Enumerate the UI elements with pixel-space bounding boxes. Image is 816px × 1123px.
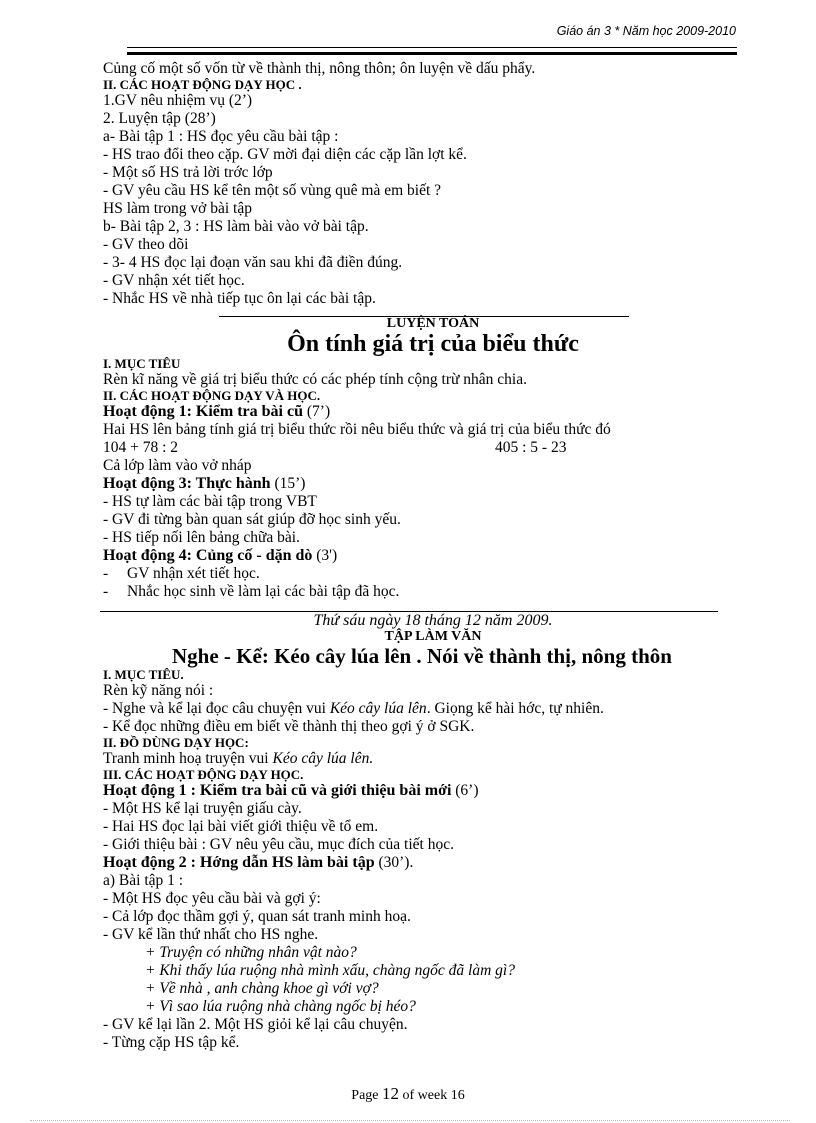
text-line: - HS tự làm các bài tập trong VBT — [103, 493, 317, 510]
activity-time: (15’) — [274, 475, 306, 492]
lesson-title: Nghe - Kể: Kéo cây lúa lên . Nói về thành thị, nông thôn — [172, 644, 672, 668]
text-line: GV nhận xét tiết học. — [127, 565, 260, 582]
text-line: a) Bài tập 1 : — [103, 872, 184, 889]
activity-time: (7’) — [306, 403, 331, 420]
subject-heading: TẬP LÀM VĂN — [384, 629, 482, 644]
section-heading: I. MỤC TIÊU — [103, 356, 181, 371]
expression-1: 104 + 78 : 2 — [103, 439, 179, 456]
text-line: - 3- 4 HS đọc lại đoạn văn sau khi đã điền đúng. — [103, 254, 403, 271]
text-line: 1.GV nêu nhiệm vụ (2’) — [103, 92, 253, 109]
text-line: - GV nhận xét tiết học. — [103, 272, 245, 289]
text-line: - Một HS kể lại truyện giấu cày. — [103, 800, 302, 817]
text-line: - GV đi từng bàn quan sát giúp đỡ học sinh yếu. — [103, 511, 401, 528]
text-line: - Nhắc HS về nhà tiếp tục ôn lại các bài tập. — [103, 290, 376, 307]
story-title: Kéo cây lúa lên. — [272, 750, 374, 767]
question-line: + Vì sao lúa ruộng nhà chàng ngốc bị héo? — [145, 998, 416, 1015]
activity-title: Hoạt động 1 : Kiểm tra bài cũ và giới thiệu bài mới — [103, 782, 452, 799]
text-line: - Kể đọc những điều em biết về thành thị theo gợi ý ở SGK. — [103, 718, 475, 735]
question-line: + Khi thấy lúa ruộng nhà mình xấu, chàng ngốc đã làm gì? — [145, 962, 515, 979]
date-line: Thứ sáu ngày 18 tháng 12 năm 2009. — [313, 612, 553, 629]
text-line: - HS trao đổi theo cặp. GV mời đại diện các cặp lần lợt kể. — [103, 146, 467, 163]
text-line: - Giới thiệu bài : GV nêu yêu cầu, mục đích của tiết học. — [103, 836, 454, 853]
text-line: 2. Luyện tập (28’) — [103, 110, 216, 127]
section-heading: III. CÁC HOẠT ĐỘNG DẠY HỌC. — [103, 767, 304, 782]
activity-time: (30’). — [378, 854, 414, 871]
goal-line: Rèn kĩ năng về giá trị biểu thức có các phép tính cộng trừ nhân chia. — [103, 371, 527, 388]
activity-time: (6’) — [455, 782, 479, 799]
text-line: - Cả lớp đọc thầm gợi ý, quan sát tranh minh hoạ. — [103, 908, 411, 925]
activity-title: Hoạt động 2 : Hớng dẫn HS làm bài tập — [103, 854, 375, 871]
intro-line: Củng cố một số vốn từ về thành thị, nông thôn; ôn luyện về dấu phẩy. — [103, 60, 536, 77]
text-line: - HS tiếp nối lên bảng chữa bài. — [103, 529, 300, 546]
subject-heading: LUYỆN TOÁN — [386, 316, 480, 331]
text-line: Rèn kỹ năng nói : — [103, 682, 214, 699]
page-content: Củng cố một số vốn từ về thành thị, nông thôn; ôn luyện về dấu phẩy. II. CÁC HOẠT ĐỘNG DẠY HỌC . 1.GV nêu nhiệm vụ (2’) 2. Luyện tập (28’) a- Bài tập 1 : HS đọc yêu cầu bài tập : - HS trao đổi theo cặp. GV mời đại diện các cặp lần lợt kể. - Một số HS trả lời trớc lớp - GV yêu cầu HS kể tên một số vùng quê mà em biết ? HS làm trong vở bài tập b- Bài tập 2, 3 : HS làm bài vào vở bài tập. - GV theo dõi - 3- 4 HS đọc lại đoạn văn sau khi đã điền đúng. - GV nhận xét tiết học. - Nhắc HS về nhà tiếp tục ôn lại các bài tập. LUYỆN TOÁN Ôn tính giá trị của biểu thức I. MỤC TIÊU Rèn kĩ năng về giá trị biểu thức có các phép tính cộng trừ nhân chia. II. CÁC HOẠT ĐỘNG DẠY VÀ HỌC. Hoạt động 1: Kiểm tra bài cũ (7’) Hai HS lên bảng tính giá trị biểu thức rồi nêu biểu thức và giá trị của biểu thức đó 104 + 78 : 2 405 : 5 - 23 Cả lớp làm vào vở nháp Hoạt động 3: Thực hành (15’) - HS tự làm các bài tập trong VBT - GV đi từng bàn quan sát giúp đỡ học sinh yếu. - HS tiếp nối lên bảng chữa bài. Hoạt động 4: Củng cố - dặn dò (3') - GV nhận xét tiết học. - Nhắc học sinh về làm lại các bài tập đã học. Thứ sáu ngày 18 tháng 12 năm 2009. TẬP LÀM VĂN Nghe - Kể: Kéo cây lúa lên . Nói về thành thị, nông thôn I. MỤC TIÊU. Rèn kỹ năng nói : - Nghe và kể lại đọc câu chuyện vui Kéo cây lúa lên. Giọng kể hài hớc, tự nhiên. - Kể đọc những điều em biết về thành thị theo gợi ý ở SGK. II. ĐỒ DÙNG DẠY HỌC: Tranh minh hoạ truyện vui Kéo cây lúa lên. III. CÁC HOẠT ĐỘNG DẠY HỌC. Hoạt động 1 : Kiểm tra bài cũ và giới thiệu bài mới (6’) - Một HS kể lại truyện giấu cày. - Hai HS đọc lại bài viết giới thiệu về tổ em. - Giới thiệu bài : GV nêu yêu cầu, mục đích của tiết học. Hoạt động 2 : Hớng dẫn HS làm bài tập (30’). a) Bài tập 1 : - Một HS đọc yêu cầu bài và gợi ý: - Cả lớp đọc thầm gợi ý, quan sát tranh minh hoạ. - GV kể lần thứ nhất cho HS nghe. + Truyện có những nhân vật nào? + Khi thấy lúa ruộng nhà mình xấu, chàng ngốc đã làm gì? + Về nhà , anh chàng khoe gì với vợ? + Vì sao lúa ruộng nhà chàng ngốc bị héo? - GV kể lại lần 2. Một HS giỏi kể lại câu chuyện. - Từng cặp HS tập kể. — [103, 60, 763, 1052]
section-heading: II. ĐỒ DÙNG DẠY HỌC: — [103, 735, 249, 750]
activity-title: Hoạt động 3: Thực hành — [103, 475, 271, 492]
text-line: Hai HS lên bảng tính giá trị biểu thức rồi nêu biểu thức và giá trị của biểu thức đó — [103, 421, 611, 438]
text-line: - GV yêu cầu HS kể tên một số vùng quê mà em biết ? — [103, 182, 442, 199]
page-number: 12 — [382, 1084, 399, 1103]
activity-subtitle: : Củng cố - dặn dò — [186, 547, 313, 564]
goal-line: - Nghe và kể lại đọc câu chuyện vui Kéo cây lúa lên. Giọng kể hài hớc, tự nhiên. — [103, 700, 604, 717]
page-footer: Page 12 of week 16 — [351, 1084, 465, 1103]
materials-line: Tranh minh hoạ truyện vui Kéo cây lúa lên. — [103, 750, 374, 767]
expression-2: 405 : 5 - 23 — [495, 439, 567, 456]
text-line: - Từng cặp HS tập kể. — [103, 1034, 240, 1051]
header-rule-thick — [127, 52, 737, 55]
text-line: b- Bài tập 2, 3 : HS làm bài vào vở bài tập. — [103, 218, 369, 235]
page-header: Giáo án 3 * Năm học 2009-2010 — [556, 24, 736, 38]
activity-time: (3') — [316, 547, 338, 564]
activity-title: Hoạt động 1 — [103, 403, 187, 420]
text-line: - GV theo dõi — [103, 236, 189, 253]
section-heading: I. MỤC TIÊU. — [103, 667, 184, 682]
text-line: Cả lớp làm vào vở nháp — [103, 457, 252, 474]
header-rule-thin — [127, 47, 737, 48]
text-line: HS làm trong vở bài tập — [103, 200, 252, 217]
activity-title: Hoạt động 4 — [103, 547, 187, 564]
text-line: - Hai HS đọc lại bài viết giới thiệu về tổ em. — [103, 818, 379, 835]
bottom-dotted-rule — [30, 1120, 790, 1121]
text-line: a- Bài tập 1 : HS đọc yêu cầu bài tập : — [103, 128, 339, 145]
text-line: - Một số HS trả lời trớc lớp — [103, 164, 273, 181]
story-title: Kéo cây lúa lên — [329, 700, 427, 717]
text-line: - Một HS đọc yêu cầu bài và gợi ý: — [103, 890, 321, 907]
text-line: - GV kể lại lần 2. Một HS giỏi kể lại câu chuyện. — [103, 1016, 408, 1033]
section-heading: II. CÁC HOẠT ĐỘNG DẠY HỌC . — [103, 77, 302, 92]
text-line: Nhắc học sinh về làm lại các bài tập đã học. — [127, 583, 400, 600]
text-line: - GV kể lần thứ nhất cho HS nghe. — [103, 926, 319, 943]
lesson-title: Ôn tính giá trị của biểu thức — [287, 331, 579, 357]
activity-subtitle: : Kiểm tra bài cũ — [186, 403, 303, 420]
question-line: + Về nhà , anh chàng khoe gì với vợ? — [145, 980, 379, 997]
section-heading: II. CÁC HOẠT ĐỘNG DẠY VÀ HỌC. — [103, 388, 321, 403]
question-line: + Truyện có những nhân vật nào? — [145, 944, 357, 961]
